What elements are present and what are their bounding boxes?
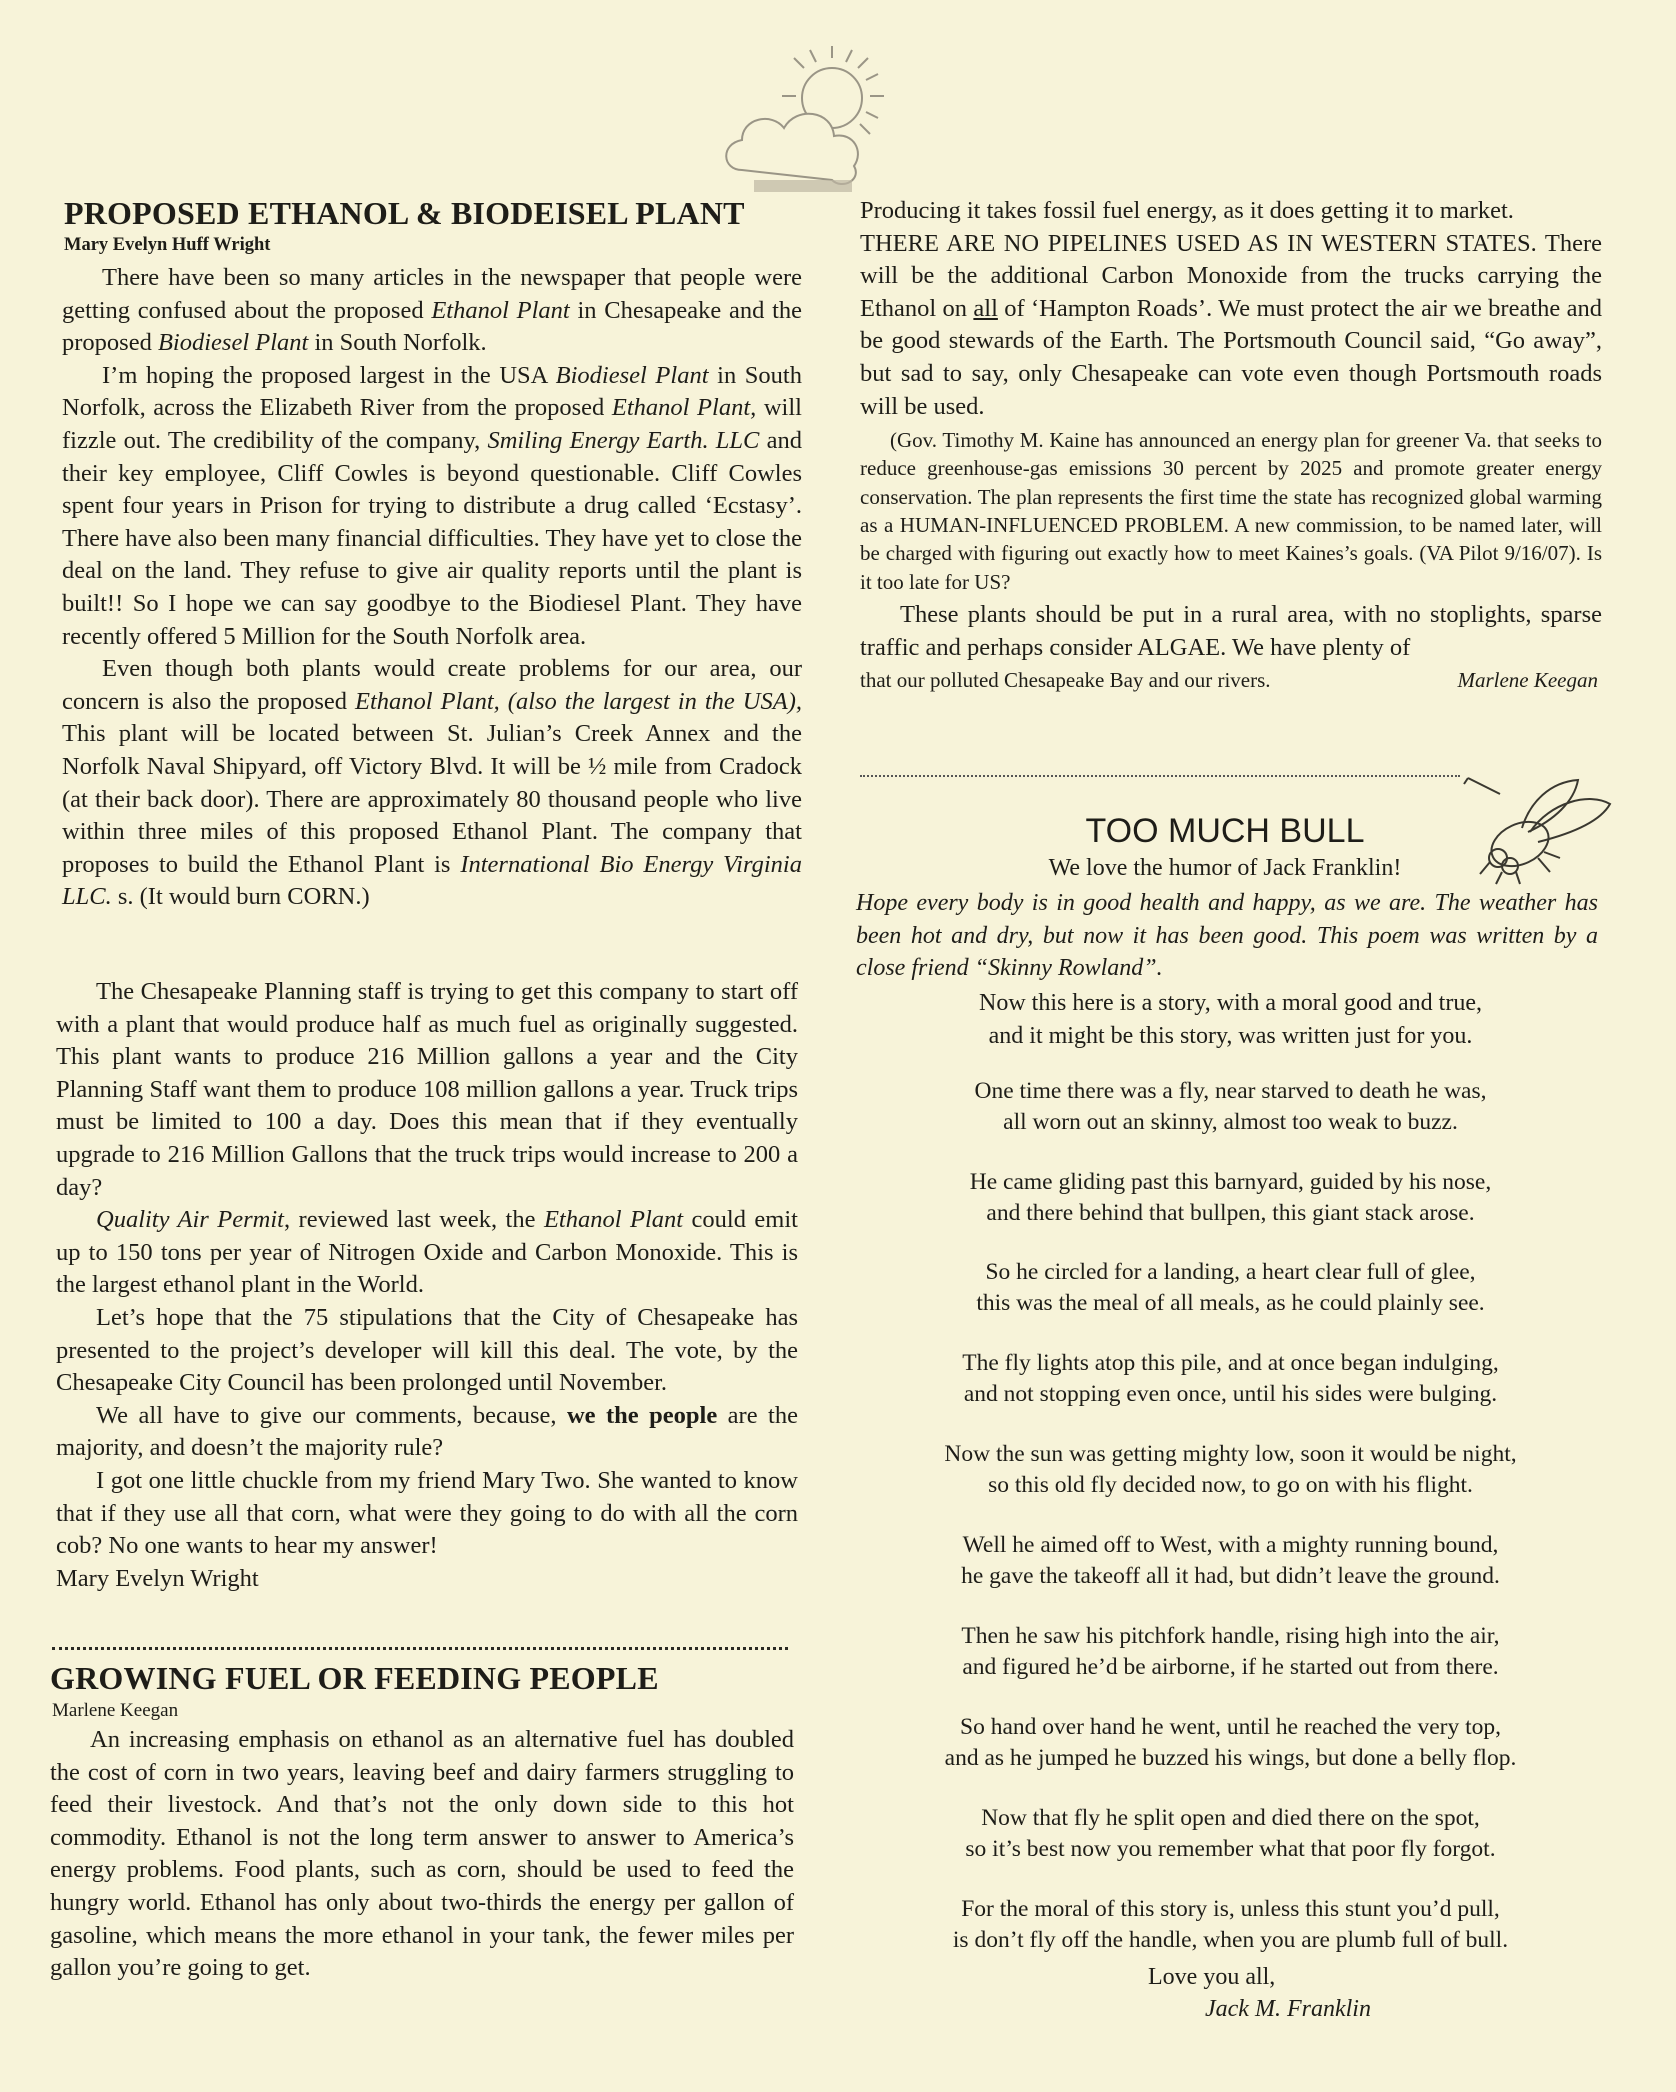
paragraph: THERE ARE NO PIPELINES USED AS IN WESTERN STATES. There will be the additional Carbon Monoxide from the trucks carrying the Ethanol on all of ‘Hampton Roads’. We must protect the air we breathe and be good stewards of the Earth. The Portsmouth Council said, “Go away”, but sad to say, only Chesapeake can vote even though Portsmouth roads will be used. <box>860 229 1602 420</box>
paragraph: Even though both plants would create problems for our area, our concern is also the proposed Ethanol Plant, (also the largest in the USA), This plant will be located between St. Julian’s Creek Annex and the Norfolk Naval Shipyard, off Victory Blvd. It will be ½ mile from Cradock (at their back door). There are approximately 80 thousand people who live within three miles of this proposed Ethanol Plant. The company that proposes to build the Ethanol Plant is International Bio Energy Virginia LLC. s. (It would burn CORN.) <box>62 655 802 911</box>
signature: Marlene Keegan <box>1457 668 1598 693</box>
paragraph: These plants should be put in a rural area, with no stoplights, sparse traffic and perhaps consider ALGAE. We have plenty of <box>860 600 1602 661</box>
article-body-2 <box>56 976 798 1595</box>
article-headline-2: GROWING FUEL OR FEEDING PEOPLE <box>50 1660 659 1696</box>
governor-note: (Gov. Timothy M. Kaine has announced an energy plan for greener Va. that seeks to reduce greenhouse-gas emissions 30 percent by 2025 and promote greater energy conservation. The plan represents the first time the state has recognized global warming as a HUMAN-INFLUENCED PROBLEM. A new commission, to be named later, will be charged with figuring out exactly how to meet Kaines’s goals. (VA Pilot 9/16/07). Is it too late for US? <box>860 428 1602 594</box>
paragraph: Let’s hope that the 75 stipulations that the City of Chesapeake has presented to the project’s developer will kill this deal. The vote, by the Chesapeake City Council has been prolonged until November. <box>56 1303 798 1397</box>
poem-stanza: Then he saw his pitchfork handle, rising high into the air, and figured he’d be airborne, if he started out from there. <box>961 1623 1500 1680</box>
poem-stanza: The fly lights atop this pile, and at once began indulging, and not stopping even once, until his sides were bulging. <box>962 1350 1499 1407</box>
paragraph: I got one little chuckle from my friend Mary Two. She wanted to know that if they use all that corn, what were they going to do with all the corn cob? No one wants to hear my answer! <box>56 1466 798 1560</box>
poem-opening: Now this here is a story, with a moral good and true, and it might be this story, was written just for you. <box>978 990 1482 1049</box>
article-headline: PROPOSED ETHANOL & BIODEISEL PLANT <box>64 195 745 231</box>
poem-stanza: Now that fly he split open and died there on the spot, so it’s best now you remember what that poor fly forgot. <box>965 1805 1496 1862</box>
closing: Love you all, <box>1148 1964 1276 1990</box>
poem-stanza: Well he aimed off to West, with a mighty running bound, he gave the takeoff all it had, but didn’t leave the ground. <box>961 1532 1500 1589</box>
paragraph: I’m hoping the proposed largest in the USA Biodiesel Plant in South Norfolk, across the Elizabeth River from the proposed Ethanol Plant, will fizzle out. The credibility of the company, Smiling Energy Earth. LLC and their key employee, Cliff Cowles is beyond questionable. Cliff Cowles spent four years in Prison for trying to distribute a drug called ‘Ecstasy’. There have also been many financial difficulties. They have yet to close the deal on the land. They refuse to give air quality reports until the plant is built!! So I hope we can say goodbye to the Biodiesel Plant. They have recently offered 5 Million for the South Norfolk area. <box>62 361 802 650</box>
paragraph: An increasing emphasis on ethanol as an alternative fuel has doubled the cost of corn in two years, leaving beef and dairy farmers struggling to feed their livestock. And that’s not the only down side to this hot commodity. Ethanol is not the long term answer to answer to America’s energy problems. Food plants, such as corn, should be used to feed the hungry world. Ethanol has only about two-thirds the energy per gallon of gasoline, which means the more ethanol in your tank, the fewer miles per gallon you’re going to get. <box>50 1726 794 1982</box>
paragraph: Producing it takes fossil fuel energy, as it does getting it to market. <box>860 197 1514 224</box>
author-signature: Jack M. Franklin <box>1205 1996 1371 2022</box>
section-title: TOO MUCH BULL <box>1085 812 1365 850</box>
article-body <box>62 262 802 914</box>
article-body-3 <box>50 1724 794 1985</box>
section-subtitle: We love the humor of Jack Franklin! <box>1048 855 1402 881</box>
divider <box>52 1647 788 1650</box>
intro-text: Hope every body is in good health and happy, as we are. The weather has been hot and dry, but now it has been good. This poem was written by a close friend “Skinny Rowland”. <box>856 890 1598 981</box>
divider <box>860 775 1460 777</box>
paragraph: We all have to give our comments, because, we the people are the majority, and doesn’t the majority rule? <box>56 1401 798 1462</box>
paragraph: There have been so many articles in the newspaper that people were getting confused about the proposed Ethanol Plant in Chesapeake and the proposed Biodiesel Plant in South Norfolk. <box>62 264 802 357</box>
poem-stanza: For the moral of this story is, unless this stunt you’d pull, is don’t fly off the handle, when you are plumb full of bull. <box>952 1896 1509 1953</box>
paragraph-end: that our polluted Chesapeake Bay and our rivers. Marlene Keegan <box>860 664 1602 696</box>
poem-stanza: So he circled for a landing, a heart clear full of glee, this was the meal of all meals, as he could plainly see. <box>976 1259 1485 1316</box>
paragraph: Quality Air Permit, reviewed last week, the Ethanol Plant could emit up to 150 tons per year of Nitrogen Oxide and Carbon Monoxide. This is the largest ethanol plant in the World. <box>56 1206 798 1299</box>
article-continued <box>860 195 1602 696</box>
poem-stanza: One time there was a fly, near starved to death he was, all worn out an skinny, almost too weak to buzz. <box>974 1078 1487 1135</box>
poem-stanza: He came gliding past this barnyard, guided by his nose, and there behind that bullpen, this giant stack arose. <box>969 1169 1492 1226</box>
poem-stanza: So hand over hand he went, until he reached the very top, and as he jumped he buzzed his wings, but done a belly flop. <box>944 1714 1517 1771</box>
article-byline: Mary Evelyn Huff Wright <box>64 235 271 255</box>
poem-stanza: Now the sun was getting mighty low, soon it would be night, so this old fly decided now, to go on with his flight. <box>944 1441 1517 1498</box>
article-byline-2: Marlene Keegan <box>52 1700 179 1721</box>
signature: Mary Evelyn Wright <box>56 1564 259 1592</box>
sun-cloud-icon <box>712 40 922 205</box>
paragraph: The Chesapeake Planning staff is trying to get this company to start off with a plant that would produce half as much fuel as originally suggested. This plant wants to produce 216 Million gallons a year and the City Planning Staff want them to produce 108 million gallons a year. Truck trips must be limited to 100 a day. Does this mean that if they eventually upgrade to 216 Million Gallons that the truck trips would increase to 200 a day? <box>56 978 798 1201</box>
